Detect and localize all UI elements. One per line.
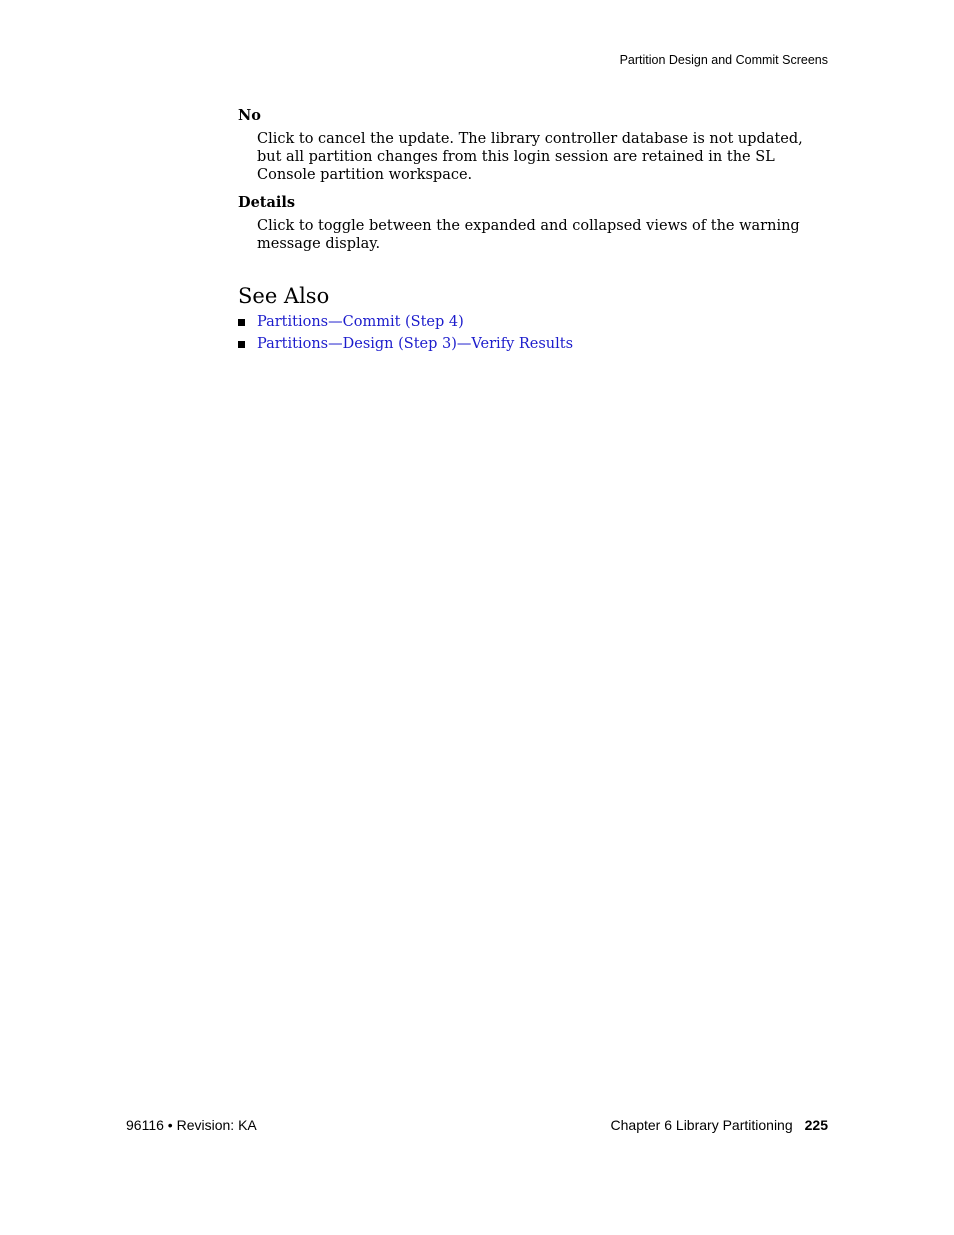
revision: Revision: KA xyxy=(176,1117,257,1133)
link-partitions-commit[interactable]: Partitions—Commit (Step 4) xyxy=(257,314,464,330)
running-header xyxy=(620,53,828,67)
square-bullet-icon xyxy=(238,341,245,348)
definition-description: Click to toggle between the expanded and collapsed views of the warning message display. xyxy=(257,218,800,252)
definition-description: Click to cancel the update. The library controller database is not updated, but all partition changes from this login session are retained in the SL Console partition workspace. xyxy=(257,131,803,183)
definition-term: Details xyxy=(238,194,296,211)
definition-details xyxy=(238,193,828,253)
running-header-title: Partition Design and Commit Screens xyxy=(619,53,828,67)
definition-no xyxy=(238,106,828,184)
page-number: 225 xyxy=(804,1117,828,1133)
see-also-item xyxy=(238,333,828,355)
footer-right xyxy=(611,1117,828,1133)
link-partitions-design-verify[interactable]: Partitions—Design (Step 3)—Verify Results xyxy=(257,336,574,352)
see-also-list xyxy=(238,311,828,355)
page-content xyxy=(238,106,828,355)
footer-left xyxy=(126,1117,257,1133)
doc-id: 96116 xyxy=(126,1117,164,1133)
see-also-heading: See Also xyxy=(238,284,330,308)
see-also-item xyxy=(238,311,828,333)
definition-term: No xyxy=(238,107,261,124)
chapter-title: Chapter 6 Library Partitioning xyxy=(610,1117,793,1133)
square-bullet-icon xyxy=(238,319,245,326)
footer-separator: • xyxy=(167,1117,173,1133)
